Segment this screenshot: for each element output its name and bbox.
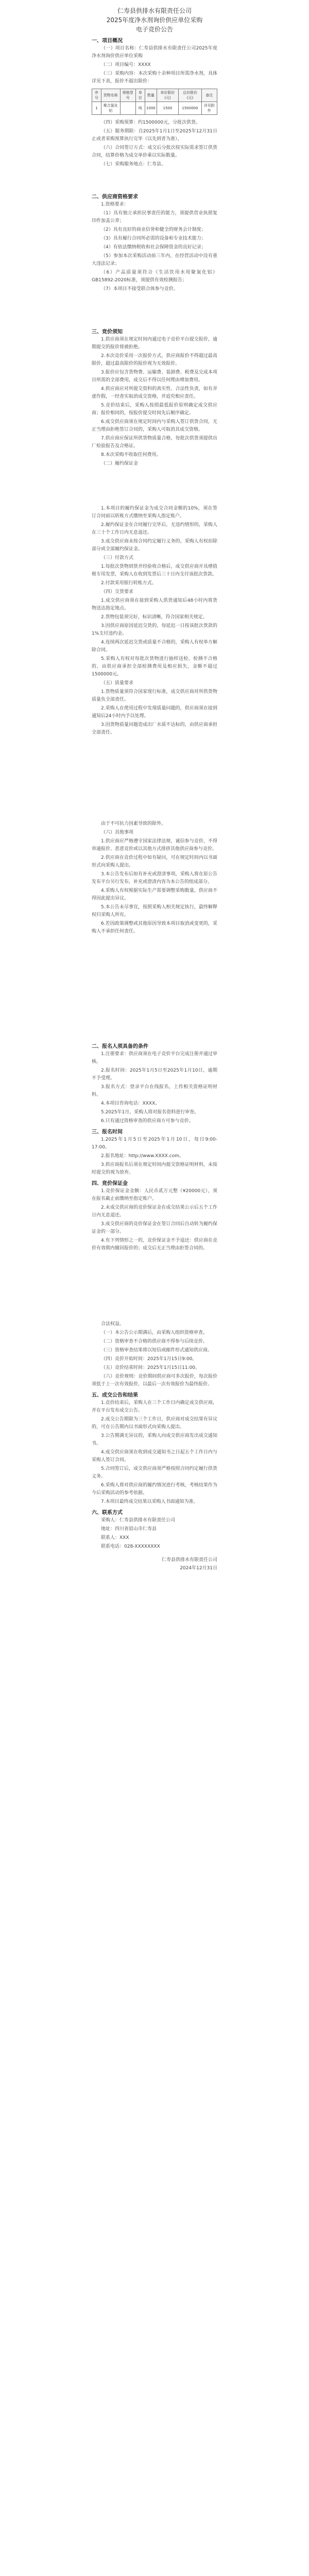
signature-date: 2024年12月31日	[180, 1566, 217, 1571]
paragraph: 3.成交供应商未按合同约定履行义务的，采购人有权扣除部分或全部履约保证金。	[92, 539, 217, 552]
paragraph: 3.报价应包含货物费、运输费、装卸费、税费及完成本项目所需的全部费用，成交后不得以任何理由增加费用。	[92, 370, 217, 383]
paragraph: 2.付款采用银行转账方式。	[101, 581, 157, 586]
paragraph: （一）本公告公示期满后，由采购人组织资格审查。	[101, 1330, 208, 1335]
table-header-cell: 总价限价(元)	[179, 89, 201, 102]
paragraph: 5.合同签订后，成交供应商须严格按照合同约定履行供货义务。	[92, 1466, 217, 1479]
section-contract-terms	[92, 505, 217, 737]
paragraph: 5.2025年1月，采购人将对报名资料进行审查。	[101, 1110, 199, 1115]
paragraph: 1.供应商应严格遵守国家法律法规，诚信参与竞价，不得串通报价、恶意竞价或以其他方式排挤其他供应商参与竞价。	[92, 839, 217, 852]
paragraph: 1.成交供应商须在接到采购人供货通知后48小时内将货物送达指定地点。	[92, 598, 217, 611]
document-title	[92, 6, 217, 34]
table-cell: 聚合氯化铝	[101, 102, 120, 115]
contact-line: 地址：四川省眉山市仁寿县	[101, 1527, 157, 1532]
paragraph: 1.注册要求：供应商须在电子竞价平台完成注册并通过审核。	[92, 1052, 217, 1064]
contact-line: 联系人：XXX	[101, 1535, 129, 1540]
signature-company: 仁寿县供排水有限责任公司	[161, 1557, 217, 1563]
paragraph: 6.只有通过资格审查的供应商方可参与竞价。	[101, 1118, 194, 1124]
paragraph: （七）采购服务地点：仁寿县。	[101, 162, 166, 167]
title-line-company: 仁寿县供排水有限责任公司	[117, 7, 192, 14]
paragraph: （四）采购预算：约1500000元，分批次供货。	[101, 120, 201, 125]
paragraph: 5.竞价结束后，采购人按照最低报价原则确定成交供应商；报价相同的，按报价提交时间先后顺序确定。	[92, 403, 217, 416]
section-heading: 三、报名时间	[92, 1129, 123, 1135]
paragraph: 3.报名方式：登录平台在线报名，上传相关资格证明材料。	[92, 1084, 217, 1097]
paragraph: 1.资格要求：	[101, 202, 129, 207]
paragraph: 7.供应商应保证所供货物质量合格，每批次供货须提供出厂检验报告及合格证。	[92, 436, 217, 449]
section-heading: 一、项目概况	[92, 38, 123, 44]
paragraph: 1.2025年1月5日至2025年1月10日，每日9:00-17:00。	[92, 1137, 217, 1150]
paragraph: 2.履约保证金在合同履行完毕后，无违约情形的，采购人在三十个工作日内无息退还。	[92, 522, 217, 535]
paragraph: 4.连续两次延迟交货或质量不合格的，采购人有权单方解除合同。	[92, 640, 217, 653]
paragraph: 3.因货物质量问题造成出厂水质不达标的，由供应商承担全部责任。	[92, 722, 217, 735]
table-cell: 详见附件	[201, 102, 217, 115]
paragraph: 2.采购人在使用过程中发现质量问题的，供应商须在接到通知后24小时内予以处理。	[92, 706, 217, 719]
table-cell: 1000	[145, 102, 157, 115]
section-results-contact	[92, 1320, 217, 1551]
paragraph: （二）资格审查不合格的供应商不得参与后续竞价。	[101, 1339, 208, 1344]
paragraph: （2）具有良好的商业信誉和健全的财务会计制度；	[101, 227, 206, 232]
contact-line: 采购人：仁寿县供排水有限责任公司	[101, 1518, 176, 1523]
paragraph: （六）其他事项	[101, 830, 134, 835]
paragraph: 3.因供应商原因延迟交货的，每延迟一日按该批次货款的1%支付违约金。	[92, 623, 217, 636]
paragraph: 由于不可抗力因素导致的除外。	[101, 821, 166, 826]
paragraph: 合法权益。	[101, 1321, 125, 1327]
paragraph: 1.竞价保证金金额：人民币贰万元整（¥20000元），须在报名截止前缴纳至指定账户。	[92, 1189, 217, 1201]
table-header-cell: 序号	[92, 89, 101, 102]
paragraph: （六）合同签订方式：成交后分批次按实际需求签订供货合同，结算价格为成交单价乘以实际数量。	[92, 145, 217, 158]
section-project-overview	[92, 37, 217, 168]
paragraph: （五）竞价结束时间：2025年1月15日11:00。	[101, 1365, 200, 1370]
paragraph: 4.有下列情形之一的，竞价保证金不予退还：供应商在竞价有效期内撤回报价的；成交后无正当理由拒签合同的。	[92, 1238, 217, 1251]
paragraph: 4.本项目咨询电话：XXXX。	[101, 1101, 160, 1106]
paragraph: （7）本项目不接受联合体参与竞价。	[101, 286, 178, 292]
section-other-matters	[92, 820, 217, 936]
paragraph: （五）质量要求	[101, 681, 134, 686]
paragraph: 3.供应商报名后须在规定时间内提交资格证明材料，未按时提交的视为放弃。	[92, 1162, 217, 1175]
section-heading: 三、竞价须知	[92, 329, 123, 335]
paragraph: （6）产品质量须符合《生活饮用水用聚氯化铝》GB15892-2020标准，须提供有效检测报告；	[92, 270, 217, 283]
table-header-cell: 规格型号	[120, 89, 135, 102]
paragraph: 2.供应商在竞价过程中如有疑问，可在规定时间内以书面形式向采购人提出。	[92, 855, 217, 868]
paragraph: 3.公告期满无异议的，采购人向成交供应商发出成交通知书。	[92, 1433, 217, 1446]
table-cell: 吨	[135, 102, 145, 115]
paragraph: 2.货物包装须完好，标识清晰，符合国家相关规定。	[101, 615, 208, 620]
section-bidding-notes	[92, 328, 217, 468]
paragraph: （五）服务期限：自2025年1月1日至2025年12月31日止或者采购预算执行完毕（以先到者为准）。	[92, 129, 217, 142]
section-heading: 五、成交公告和结果	[92, 1393, 138, 1398]
paragraph: 6.若因政策调整或其他原因导致本项目取消或变更的，采购人不承担任何责任。	[92, 921, 217, 934]
table-header-cell: 备注	[201, 89, 217, 102]
section-heading: 四、竞价保证金	[92, 1181, 128, 1187]
paragraph: 1.每批次货物到货并经验收合格后，成交供应商开具增值税专用发票，采购人在收到发票后三十日内支付该批次货款。	[92, 564, 217, 577]
paragraph: 6.采购人将对供应商的履约情况进行考核，考核结果作为今后采购活动的参考依据。	[92, 1483, 217, 1496]
procurement-table	[92, 89, 217, 115]
section-heading: 二、报名人须具备的条件	[92, 1044, 148, 1049]
paragraph: （5）参加本次采购活动前三年内，在经营活动中没有重大违法记录；	[92, 253, 217, 266]
paragraph: 3.本公告发布后如有补充或澄清事项，采购人将在原公告发布平台另行发布，补充或澄清内容为本公告的组成部分。	[92, 872, 217, 885]
table-cell: 1500000	[179, 102, 201, 115]
signature-block	[92, 1556, 217, 1572]
paragraph: 4.采购人有权根据实际生产需要调整采购数量，供应商不得因此提出异议。	[92, 888, 217, 901]
table-row	[92, 102, 217, 115]
paragraph: 4.供应商应对所提交资料的真实性、合法性负责，如有弄虚作假，一经查实取消成交资格，并追究相应责任。	[92, 386, 217, 399]
paragraph: （一）项目名称：仁寿县供排水有限责任公司2025年度净水剂询价供应单位采购	[92, 46, 217, 59]
paragraph: 8.本次采购不收取任何费用。	[101, 452, 161, 457]
paragraph: （二）履约保证金	[101, 461, 139, 466]
paragraph: 1.供应商须在规定时间内通过电子竞价平台提交报价，逾期提交的报价将被拒绝。	[92, 337, 217, 350]
table-header-cell: 货物名称	[101, 89, 120, 102]
paragraph: （四）交货要求	[101, 589, 134, 595]
paragraph: 2.报名时间：2025年1月5日至2025年1月10日，逾期不予受理。	[92, 1068, 217, 1081]
paragraph: （四）竞价开始时间：2025年1月15日9:00。	[101, 1357, 197, 1362]
table-cell: 1500	[157, 102, 179, 115]
section-heading: 二、供应商资格要求	[92, 194, 138, 200]
paragraph: （二）项目编号：XXXX	[101, 62, 151, 67]
paragraph: 4.成交供应商须在收到成交通知书之日起五个工作日内与采购人签订合同。	[92, 1450, 217, 1463]
paragraph: 1.货物质量须符合国家现行标准，成交供应商对所供货物质量负全部责任。	[92, 689, 217, 702]
paragraph: 2.未成交供应商的竞价保证金在成交结果公示后五个工作日内无息退还。	[92, 1205, 217, 1218]
paragraph: 2.本次竞价采用一次报价方式，供应商报价不得超过最高限价，超过最高限价的报价视为无效报价。	[92, 353, 217, 366]
paragraph: 1.竞价结束后，采购人在三个工作日内确定成交供应商，并在平台发布成交公告。	[92, 1400, 217, 1413]
paragraph: 1.本项目的履约保证金为成交合同金额的10%，须在签订合同前以转账方式缴纳至采购人指定账户。	[92, 506, 217, 519]
table-cell: 1	[92, 102, 101, 115]
section-heading: 六、联系方式	[92, 1510, 123, 1516]
paragraph: （六）竞价规则：竞价期间供应商可多次报价，每次报价须低于上一次有效报价，以最后一次有效报价为最终报价。	[92, 1374, 217, 1387]
title-line-project: 2025年度净水剂询价供应单位采购	[106, 16, 203, 24]
paragraph: （三）付款方式	[101, 555, 134, 561]
paragraph: 3.成交供应商的竞价保证金在签订合同后自动转为履约保证金的一部分。	[92, 1222, 217, 1234]
paragraph: 6.成交供应商须在规定时间内与采购人签订供货合同，无正当理由拒绝签订合同的，采购人可取消其成交资格。	[92, 419, 217, 432]
table-header-cell: 数量	[145, 89, 157, 102]
table-cell	[120, 102, 135, 115]
paragraph: 2.报名地址：http://www.XXXX.com。	[101, 1154, 184, 1159]
paragraph: （1）具有独立承担民事责任的能力，须提供营业执照复印件加盖公章；	[92, 211, 217, 224]
table-header-row	[92, 89, 217, 102]
section-registration	[92, 1043, 217, 1252]
table-header-cell: 单价限价(元)	[157, 89, 179, 102]
paragraph: （3）具有履行合同所必需的设备和专业技术能力；	[101, 236, 206, 241]
contact-line: 联系电话：028-XXXXXXXX	[101, 1544, 160, 1549]
paragraph: （三）资格审查结果将以短信或邮件形式通知供应商。	[101, 1348, 213, 1353]
paragraph: 7.本项目最终成交结果以采购人书面通知为准。	[101, 1499, 198, 1504]
paragraph: （4）有依法缴纳税收和社会保障资金的良好记录；	[101, 245, 206, 250]
paragraph: 5.采购人有权对每批次货物进行抽样送检，检测不合格的，由供应商承担全部检测费用及相应损失，金额不超过1500000元。	[92, 656, 217, 677]
section-supplier-requirements	[92, 193, 217, 293]
title-line-type: 电子竞价公告	[135, 26, 173, 33]
paragraph: 5.本公告未尽事宜，按照采购人相关规定执行，最终解释权归采购人所有。	[92, 905, 217, 918]
table-header-cell: 单位	[135, 89, 145, 102]
paragraph: （三）采购内容：本次采购十余种项目所需净水剂，具体详见下表，报价不超出限价：	[92, 71, 217, 84]
paragraph: 2.成交公告期限为三个工作日，供应商对成交结果有异议的，可在公告期内以书面形式向采购人提出。	[92, 1417, 217, 1430]
